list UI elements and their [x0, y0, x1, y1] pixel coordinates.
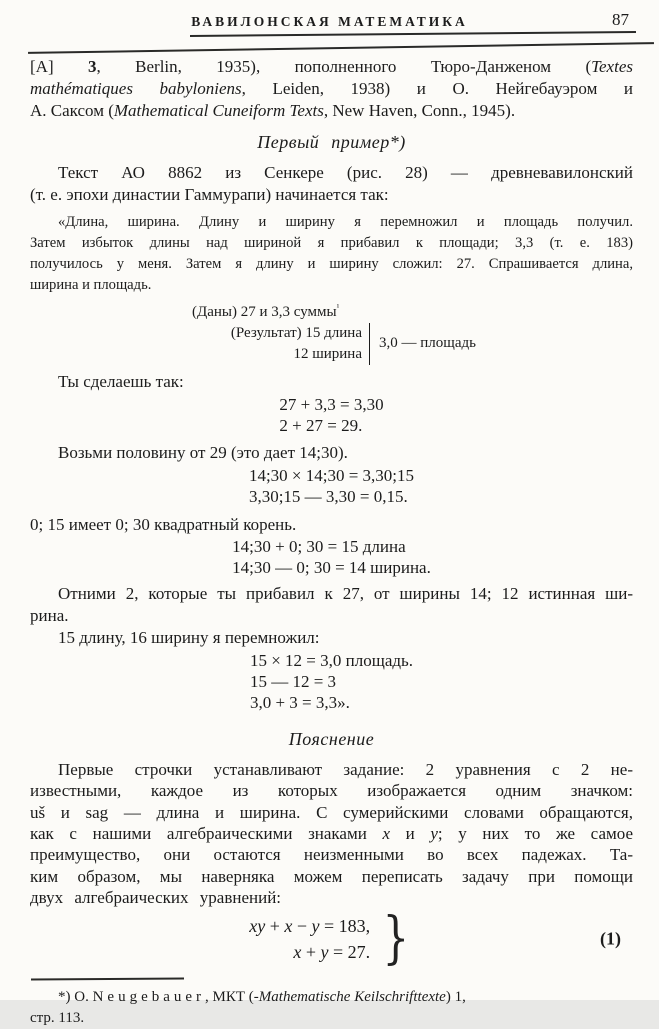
- right-brace: }: [382, 905, 410, 971]
- text-line: Первые строчки устанавливают задание: 2 уравнения с 2 не-: [58, 759, 633, 779]
- equation-line: 14;30 — 0; 30 = 14 ширина.: [232, 558, 431, 578]
- example-intro-paragraph: [30, 162, 633, 206]
- explanation-paragraph: [30, 759, 633, 909]
- equation-line: 14;30 × 14;30 = 3,30;15: [248, 465, 415, 485]
- text-line: Текст АО 8862 из Сенкере (рис. 28) — древневавилонский: [58, 163, 633, 183]
- given-sums-text: (Даны) 27 и 3,3 суммы: [192, 303, 337, 320]
- equation-line: 2 + 27 = 29.: [279, 415, 363, 435]
- equation-line: 15 — 12 = 3: [249, 671, 337, 691]
- equations-b-column: [249, 465, 414, 507]
- equation-line: 14;30 + 0; 30 = 15 длина: [232, 537, 406, 557]
- footnote-rule: [31, 977, 184, 980]
- equations-d-column: [250, 650, 413, 713]
- text-line: uš и sag — длина и ширина. С сумерийскими словами обращаются,: [30, 802, 633, 822]
- text-line: рина.: [30, 606, 69, 626]
- text-line: [А] 3, Berlin, 1935), пополненного Тюро-Данженом (Textes: [30, 57, 633, 76]
- text-line: получилось у меня. Затем я длину и ширину сложил: 27. Спрашивается длина,: [30, 255, 633, 272]
- section-heading-first-example: Первый пример*): [257, 132, 406, 153]
- equation-system-lines: [249, 913, 370, 965]
- equation-number: (1): [600, 928, 621, 949]
- equation-line: 27 + 3,3 = 3,30: [279, 394, 384, 414]
- result-left-column: [186, 323, 362, 365]
- equation-system-1: [30, 905, 633, 971]
- step2-text: Возьми половину от 29 (это дает 14;30).: [58, 442, 348, 462]
- footnote-line: *) О. Neugebauer, МКТ (-Mathematische Keilschrifttexte) 1,: [58, 988, 466, 1005]
- footnote-line: стр. 113.: [30, 1009, 85, 1026]
- given-values-block: [186, 297, 633, 365]
- equation-line: x + y = 27.: [293, 941, 371, 962]
- footnote-mark: ¹: [336, 301, 340, 312]
- result-width-line: 12 ширина: [293, 345, 362, 362]
- page-number: 87: [612, 10, 629, 29]
- step1-text: Ты сделаешь так:: [58, 371, 184, 391]
- running-head: ВАВИЛОНСКАЯ МАТЕМАТИКА: [191, 14, 468, 29]
- section-heading-explanation: Пояснение: [288, 728, 375, 749]
- equation-line: 3,30;15 — 3,30 = 0,15.: [248, 486, 408, 506]
- equation-line: 3,0 + 3 = 3,3».: [249, 692, 350, 712]
- given-sums-line: [186, 297, 633, 323]
- text-line: Отними 2, которые ты прибавил к 27, от ширины 14; 12 истинная ши-: [58, 584, 633, 604]
- equation-line: xy + x − y = 183,: [249, 915, 371, 936]
- result-area-label: 3,0 — площадь: [379, 335, 476, 352]
- equations-c-column: [232, 536, 431, 578]
- header-rule-long: [28, 42, 654, 54]
- equations-c: [30, 536, 633, 578]
- text-line: известными, каждое из которых изображается одним значком:: [30, 781, 633, 801]
- text-line: ширина и площадь.: [30, 276, 152, 293]
- equations-a-column: [279, 394, 383, 436]
- equation-line: 15 × 12 = 3,0 площадь.: [249, 650, 414, 670]
- text-line: двух алгебраических уравнений:: [30, 888, 282, 908]
- equations-a: [30, 394, 633, 436]
- quoted-problem-paragraph: [30, 212, 633, 296]
- text-line: «Длина, ширина. Длину и ширину я перемножил и площадь получил.: [58, 213, 633, 230]
- text-line: А. Саксом (Mathematical Cuneiform Texts, New Haven, Conn., 1945).: [30, 100, 516, 120]
- result-table: [186, 323, 633, 365]
- text-line: ким образом, мы наверняка можем переписать задачу при помощи: [30, 866, 633, 886]
- footnote: [30, 978, 633, 1029]
- step3-text: 0; 15 имеет 0; 30 квадратный корень.: [30, 514, 297, 534]
- text-line: 15 длину, 16 ширину я перемножил:: [58, 627, 320, 647]
- result-length-line: (Результат) 15 длина: [230, 324, 362, 341]
- page-content: [30, 56, 633, 1029]
- intro-paragraph: [30, 56, 633, 121]
- subtract-paragraph: [30, 583, 633, 648]
- text-line: преимущество, они остаются неизменными во всех падежах. Та-: [30, 845, 633, 865]
- text-line: (т. е. эпохи династии Гаммурапи) начинается так:: [30, 185, 389, 205]
- equations-d: [30, 650, 633, 713]
- text-line: как с нашими алгебраическими знаками x и y; у них то же самое: [30, 823, 633, 843]
- header-rule-short: [190, 31, 636, 37]
- text-line: Затем избыток длины над шириной я прибавил к площади; 3,3 (т. е. 183): [30, 234, 633, 251]
- equations-b: [30, 465, 633, 507]
- text-line: mathématiques babyloniens, Leiden, 1938) и О. Нейгебауэром и: [30, 78, 633, 98]
